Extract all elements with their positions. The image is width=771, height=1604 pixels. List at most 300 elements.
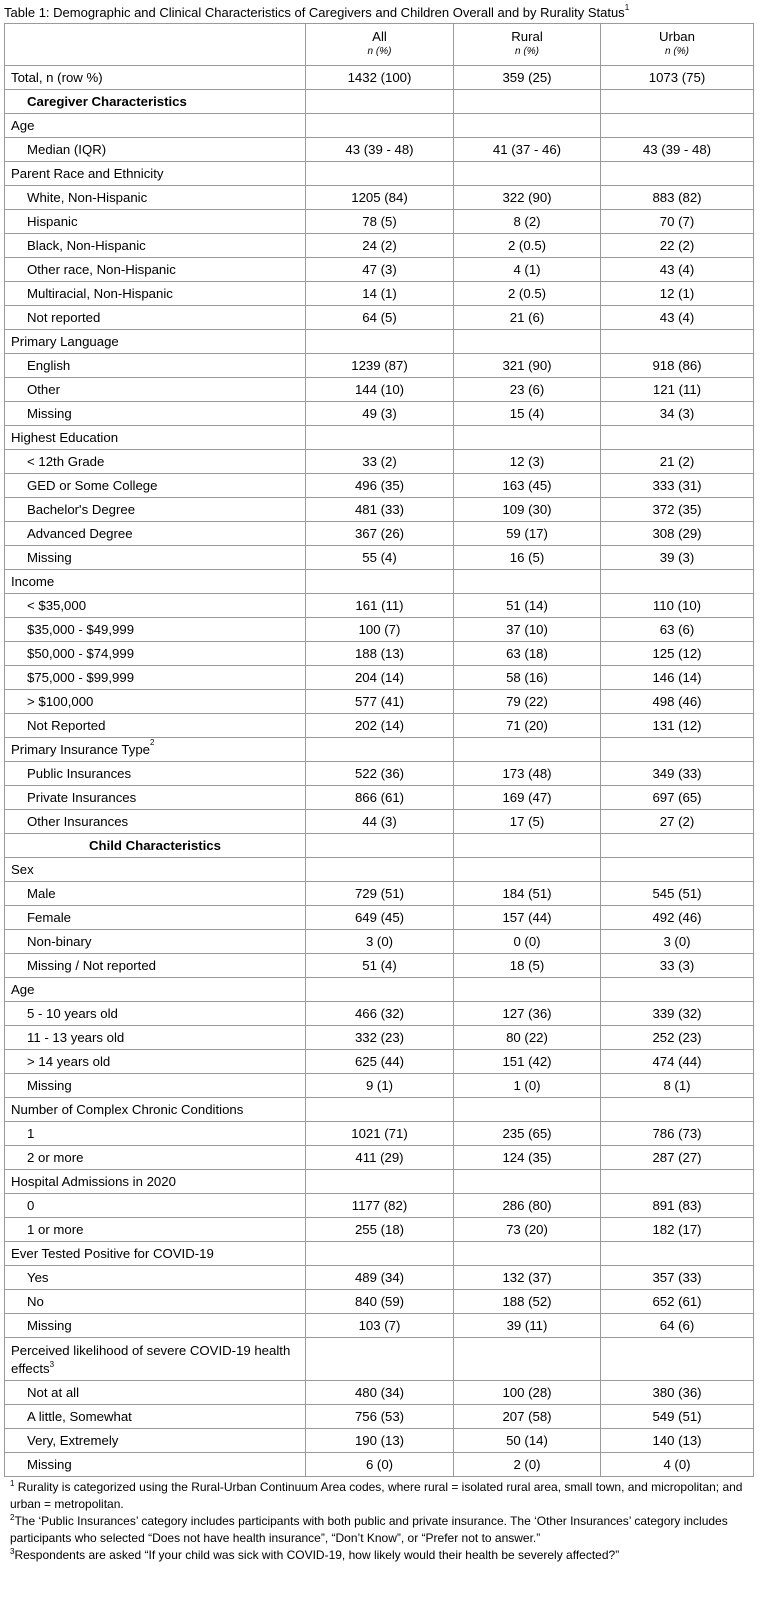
cell-all: 204 (14)	[306, 666, 454, 690]
table-row	[5, 234, 754, 258]
cell-urban: 652 (61)	[601, 1290, 754, 1314]
row-label: > 14 years old	[27, 1054, 111, 1069]
cell-all: 43 (39 - 48)	[306, 138, 454, 162]
cell-rural: 127 (36)	[454, 1002, 601, 1026]
row-label-cell	[5, 114, 306, 138]
table-row	[5, 1290, 754, 1314]
row-label-cell	[5, 1218, 306, 1242]
row-label: Bachelor's Degree	[27, 502, 136, 517]
table-row	[5, 210, 754, 234]
cell-rural: 173 (48)	[454, 762, 601, 786]
row-label-cell	[5, 1170, 306, 1194]
table-row	[5, 306, 754, 330]
cell-all: 649 (45)	[306, 906, 454, 930]
cell-urban: 121 (11)	[601, 378, 754, 402]
row-label: Non-binary	[27, 934, 92, 949]
row-label-cell	[5, 162, 306, 186]
cell-rural: 8 (2)	[454, 210, 601, 234]
cell-urban: 110 (10)	[601, 594, 754, 618]
cell-urban: 4 (0)	[601, 1453, 754, 1477]
cell-urban: 43 (4)	[601, 258, 754, 282]
row-label: 1 or more	[27, 1222, 84, 1237]
cell-rural: 1 (0)	[454, 1074, 601, 1098]
cell-urban	[601, 858, 754, 882]
cell-urban: 70 (7)	[601, 210, 754, 234]
row-label: Primary Insurance Type	[11, 742, 151, 757]
cell-all	[306, 1338, 454, 1381]
cell-urban: 22 (2)	[601, 234, 754, 258]
cell-urban: 474 (44)	[601, 1050, 754, 1074]
row-label: < 12th Grade	[27, 454, 105, 469]
row-label: Other race, Non-Hispanic	[27, 262, 176, 277]
row-label-cell	[5, 1122, 306, 1146]
cell-all: 161 (11)	[306, 594, 454, 618]
cell-urban: 549 (51)	[601, 1405, 754, 1429]
row-label-cell	[5, 210, 306, 234]
table-row	[5, 522, 754, 546]
cell-rural: 124 (35)	[454, 1146, 601, 1170]
cell-all: 411 (29)	[306, 1146, 454, 1170]
cell-urban	[601, 738, 754, 762]
row-label-cell	[5, 834, 306, 858]
row-label-cell	[5, 306, 306, 330]
row-label-cell	[5, 858, 306, 882]
table-row	[5, 1074, 754, 1098]
row-label: Not Reported	[27, 718, 106, 733]
table-row	[5, 1122, 754, 1146]
table-row	[5, 1453, 754, 1477]
row-label: Number of Complex Chronic Conditions	[11, 1102, 244, 1117]
cell-urban: 39 (3)	[601, 546, 754, 570]
column-title: Urban	[659, 29, 695, 44]
cell-all: 188 (13)	[306, 642, 454, 666]
cell-rural	[454, 570, 601, 594]
row-label-cell	[5, 1429, 306, 1453]
cell-all: 480 (34)	[306, 1381, 454, 1405]
section-header-row	[5, 834, 754, 858]
row-label: Very, Extremely	[27, 1433, 119, 1448]
cell-all: 1205 (84)	[306, 186, 454, 210]
cell-urban: 43 (4)	[601, 306, 754, 330]
cell-rural: 58 (16)	[454, 666, 601, 690]
table-row	[5, 186, 754, 210]
row-label-cell	[5, 354, 306, 378]
cell-urban: 380 (36)	[601, 1381, 754, 1405]
table-row	[5, 1146, 754, 1170]
row-label: Multiracial, Non-Hispanic	[27, 286, 173, 301]
row-label-cell	[5, 90, 306, 114]
row-label: 11 - 13 years old	[27, 1030, 125, 1045]
table-caption	[4, 3, 767, 23]
cell-all: 103 (7)	[306, 1314, 454, 1338]
cell-all: 6 (0)	[306, 1453, 454, 1477]
cell-all: 866 (61)	[306, 786, 454, 810]
cell-urban: 492 (46)	[601, 906, 754, 930]
cell-all: 14 (1)	[306, 282, 454, 306]
cell-all: 1239 (87)	[306, 354, 454, 378]
cell-rural: 59 (17)	[454, 522, 601, 546]
cell-rural: 0 (0)	[454, 930, 601, 954]
cell-all	[306, 1170, 454, 1194]
row-label: Primary Language	[11, 334, 119, 349]
column-subtitle: n (%)	[367, 46, 392, 57]
footnote	[10, 1547, 753, 1564]
row-label-cell	[5, 450, 306, 474]
row-label-cell	[5, 1074, 306, 1098]
characteristics-table	[4, 23, 754, 1477]
cell-all: 55 (4)	[306, 546, 454, 570]
row-label: Child Characteristics	[89, 838, 221, 853]
column-title: Rural	[511, 29, 543, 44]
row-label: Yes	[27, 1270, 49, 1285]
row-label-cell	[5, 618, 306, 642]
group-header-row	[5, 570, 754, 594]
row-label: Other Insurances	[27, 814, 129, 829]
cell-urban: 883 (82)	[601, 186, 754, 210]
table-footnotes	[4, 1477, 753, 1564]
cell-rural	[454, 1338, 601, 1381]
cell-all: 332 (23)	[306, 1026, 454, 1050]
footnote-number: 1	[10, 1479, 15, 1488]
table-row	[5, 666, 754, 690]
row-label: Age	[11, 118, 35, 133]
cell-urban: 697 (65)	[601, 786, 754, 810]
row-label: Male	[27, 886, 56, 901]
row-label-cell	[5, 258, 306, 282]
cell-rural: 15 (4)	[454, 402, 601, 426]
cell-urban: 357 (33)	[601, 1266, 754, 1290]
cell-all	[306, 570, 454, 594]
cell-rural: 359 (25)	[454, 66, 601, 90]
row-label-cell	[5, 738, 306, 762]
cell-urban: 786 (73)	[601, 1122, 754, 1146]
caption-footnote-marker: 1	[624, 3, 630, 12]
row-label-cell	[5, 1405, 306, 1429]
row-label-cell	[5, 1381, 306, 1405]
cell-rural	[454, 1242, 601, 1266]
row-label: Missing	[27, 1457, 72, 1472]
cell-urban: 339 (32)	[601, 1002, 754, 1026]
cell-all: 577 (41)	[306, 690, 454, 714]
row-label: Missing	[27, 550, 72, 565]
cell-urban: 308 (29)	[601, 522, 754, 546]
table-row	[5, 714, 754, 738]
table-row	[5, 378, 754, 402]
cell-all	[306, 426, 454, 450]
cell-urban	[601, 1338, 754, 1381]
row-label-cell	[5, 762, 306, 786]
row-label: Missing / Not reported	[27, 958, 156, 973]
table-row	[5, 1050, 754, 1074]
row-label-cell	[5, 138, 306, 162]
cell-rural	[454, 1098, 601, 1122]
cell-urban: 43 (39 - 48)	[601, 138, 754, 162]
cell-rural: 51 (14)	[454, 594, 601, 618]
row-label-cell	[5, 570, 306, 594]
cell-rural	[454, 114, 601, 138]
row-label: Ever Tested Positive for COVID-19	[11, 1246, 214, 1261]
cell-rural	[454, 738, 601, 762]
cell-rural: 2 (0.5)	[454, 234, 601, 258]
row-label-cell	[5, 1314, 306, 1338]
cell-rural: 235 (65)	[454, 1122, 601, 1146]
cell-urban: 34 (3)	[601, 402, 754, 426]
cell-rural: 37 (10)	[454, 618, 601, 642]
table-row	[5, 690, 754, 714]
cell-all: 481 (33)	[306, 498, 454, 522]
row-label-cell	[5, 522, 306, 546]
column-subtitle: n (%)	[515, 46, 539, 57]
cell-all	[306, 834, 454, 858]
table-row	[5, 498, 754, 522]
row-label-cell	[5, 1453, 306, 1477]
row-label: $75,000 - $99,999	[27, 670, 135, 685]
row-label: Not reported	[27, 310, 101, 325]
cell-rural: 18 (5)	[454, 954, 601, 978]
row-label-cell	[5, 954, 306, 978]
cell-urban	[601, 1098, 754, 1122]
column-title: All	[372, 29, 387, 44]
cell-rural: 163 (45)	[454, 474, 601, 498]
cell-all: 1177 (82)	[306, 1194, 454, 1218]
cell-urban: 12 (1)	[601, 282, 754, 306]
table-row	[5, 882, 754, 906]
cell-rural: 157 (44)	[454, 906, 601, 930]
table-row	[5, 1381, 754, 1405]
row-label: Other	[27, 382, 60, 397]
row-label: Median (IQR)	[27, 142, 107, 157]
group-header-row	[5, 1098, 754, 1122]
table-row	[5, 642, 754, 666]
row-label-cell	[5, 546, 306, 570]
row-label: Income	[11, 574, 55, 589]
row-label: GED or Some College	[27, 478, 158, 493]
footnote-text: Respondents are asked “If your child was sick with COVID-19, how likely would their health be severely affected?”	[14, 1548, 620, 1562]
cell-all: 625 (44)	[306, 1050, 454, 1074]
table-header-row	[5, 24, 754, 66]
table-row	[5, 1002, 754, 1026]
row-label: Age	[11, 982, 35, 997]
row-label-cell	[5, 594, 306, 618]
cell-rural: 39 (11)	[454, 1314, 601, 1338]
footnote	[10, 1513, 753, 1547]
cell-urban: 21 (2)	[601, 450, 754, 474]
table-row	[5, 762, 754, 786]
cell-urban: 125 (12)	[601, 642, 754, 666]
cell-rural: 80 (22)	[454, 1026, 601, 1050]
cell-urban: 27 (2)	[601, 810, 754, 834]
table-row	[5, 66, 754, 90]
cell-urban	[601, 1242, 754, 1266]
table-row	[5, 1405, 754, 1429]
cell-rural	[454, 858, 601, 882]
cell-all: 9 (1)	[306, 1074, 454, 1098]
cell-rural: 63 (18)	[454, 642, 601, 666]
row-label: $50,000 - $74,999	[27, 646, 135, 661]
table-row	[5, 594, 754, 618]
row-label: Caregiver Characteristics	[27, 94, 187, 109]
cell-all: 489 (34)	[306, 1266, 454, 1290]
row-label-cell	[5, 978, 306, 1002]
cell-all	[306, 978, 454, 1002]
row-label: No	[27, 1294, 44, 1309]
row-label-cell	[5, 666, 306, 690]
cell-rural: 79 (22)	[454, 690, 601, 714]
cell-all	[306, 330, 454, 354]
cell-rural: 151 (42)	[454, 1050, 601, 1074]
cell-all: 729 (51)	[306, 882, 454, 906]
row-label-cell	[5, 498, 306, 522]
cell-all	[306, 90, 454, 114]
row-label-cell	[5, 378, 306, 402]
cell-all: 840 (59)	[306, 1290, 454, 1314]
row-label-cell	[5, 234, 306, 258]
row-label-cell	[5, 1290, 306, 1314]
table-row	[5, 786, 754, 810]
cell-urban	[601, 978, 754, 1002]
group-header-row	[5, 738, 754, 762]
table-row	[5, 282, 754, 306]
cell-all: 47 (3)	[306, 258, 454, 282]
cell-rural: 207 (58)	[454, 1405, 601, 1429]
row-label-cell	[5, 474, 306, 498]
cell-urban: 3 (0)	[601, 930, 754, 954]
cell-rural: 4 (1)	[454, 258, 601, 282]
cell-all: 49 (3)	[306, 402, 454, 426]
row-label: Female	[27, 910, 71, 925]
cell-urban	[601, 426, 754, 450]
row-label: Total, n (row %)	[11, 70, 103, 85]
row-label-cell	[5, 906, 306, 930]
row-label: Hispanic	[27, 214, 78, 229]
cell-urban: 498 (46)	[601, 690, 754, 714]
cell-rural: 50 (14)	[454, 1429, 601, 1453]
table-row	[5, 474, 754, 498]
cell-rural: 132 (37)	[454, 1266, 601, 1290]
row-label-cell	[5, 330, 306, 354]
footnote-text: The ‘Public Insurances’ category includes participants with both public and private insurance. The ‘Other Insurances’ category includes participants who selected “Does not have health insurance”, “Don’t Know”, or “Prefer not to answer.”	[10, 1514, 728, 1545]
cell-rural: 321 (90)	[454, 354, 601, 378]
group-header-row	[5, 426, 754, 450]
footnote	[10, 1479, 753, 1513]
cell-urban	[601, 90, 754, 114]
cell-all	[306, 858, 454, 882]
cell-all	[306, 162, 454, 186]
cell-urban: 64 (6)	[601, 1314, 754, 1338]
table-row	[5, 1218, 754, 1242]
row-label: 5 - 10 years old	[27, 1006, 118, 1021]
row-label: White, Non-Hispanic	[27, 190, 148, 205]
cell-urban: 545 (51)	[601, 882, 754, 906]
row-label: Highest Education	[11, 430, 119, 445]
table-row	[5, 1266, 754, 1290]
cell-rural: 169 (47)	[454, 786, 601, 810]
cell-all	[306, 738, 454, 762]
cell-rural: 286 (80)	[454, 1194, 601, 1218]
cell-rural: 109 (30)	[454, 498, 601, 522]
cell-all: 466 (32)	[306, 1002, 454, 1026]
row-label-cell	[5, 1098, 306, 1122]
group-header-row	[5, 330, 754, 354]
group-header-row	[5, 978, 754, 1002]
cell-rural: 322 (90)	[454, 186, 601, 210]
row-label-cell	[5, 186, 306, 210]
cell-all: 3 (0)	[306, 930, 454, 954]
cell-all: 144 (10)	[306, 378, 454, 402]
row-label: Black, Non-Hispanic	[27, 238, 146, 253]
row-label: Missing	[27, 406, 72, 421]
group-header-row	[5, 162, 754, 186]
cell-all: 44 (3)	[306, 810, 454, 834]
cell-all: 756 (53)	[306, 1405, 454, 1429]
header-rural	[454, 24, 601, 66]
row-label-cell	[5, 1338, 306, 1381]
footnote-marker: 3	[49, 1360, 55, 1369]
cell-rural	[454, 978, 601, 1002]
table-row	[5, 1314, 754, 1338]
cell-rural: 188 (52)	[454, 1290, 601, 1314]
cell-rural	[454, 162, 601, 186]
cell-rural: 71 (20)	[454, 714, 601, 738]
cell-all: 51 (4)	[306, 954, 454, 978]
row-label-cell	[5, 426, 306, 450]
row-label: Advanced Degree	[27, 526, 133, 541]
row-label-cell	[5, 714, 306, 738]
cell-urban: 287 (27)	[601, 1146, 754, 1170]
row-label: > $100,000	[27, 694, 94, 709]
section-header-row	[5, 90, 754, 114]
cell-all: 1432 (100)	[306, 66, 454, 90]
header-urban	[601, 24, 754, 66]
cell-rural: 100 (28)	[454, 1381, 601, 1405]
cell-rural: 2 (0)	[454, 1453, 601, 1477]
cell-all: 255 (18)	[306, 1218, 454, 1242]
cell-urban: 182 (17)	[601, 1218, 754, 1242]
cell-all: 202 (14)	[306, 714, 454, 738]
row-label-cell	[5, 810, 306, 834]
table-row	[5, 1429, 754, 1453]
table-row	[5, 618, 754, 642]
row-label-cell	[5, 1002, 306, 1026]
table-row	[5, 1194, 754, 1218]
cell-urban: 349 (33)	[601, 762, 754, 786]
table-row	[5, 954, 754, 978]
row-label-cell	[5, 882, 306, 906]
row-label: 0	[27, 1198, 35, 1213]
group-header-row	[5, 858, 754, 882]
cell-urban	[601, 114, 754, 138]
cell-rural	[454, 330, 601, 354]
row-label-cell	[5, 786, 306, 810]
cell-urban: 372 (35)	[601, 498, 754, 522]
cell-all: 33 (2)	[306, 450, 454, 474]
row-label-cell	[5, 402, 306, 426]
cell-rural	[454, 834, 601, 858]
cell-all	[306, 1098, 454, 1122]
row-label-cell	[5, 690, 306, 714]
group-header-row	[5, 1338, 754, 1381]
header-all	[306, 24, 454, 66]
table-row	[5, 138, 754, 162]
row-label-cell	[5, 1050, 306, 1074]
row-label-cell	[5, 1194, 306, 1218]
row-label: Hospital Admissions in 2020	[11, 1174, 176, 1189]
table-row	[5, 810, 754, 834]
group-header-row	[5, 1170, 754, 1194]
cell-all: 100 (7)	[306, 618, 454, 642]
row-label: Private Insurances	[27, 790, 137, 805]
row-label: Perceived likelihood of severe COVID-19 health effects	[11, 1343, 291, 1376]
